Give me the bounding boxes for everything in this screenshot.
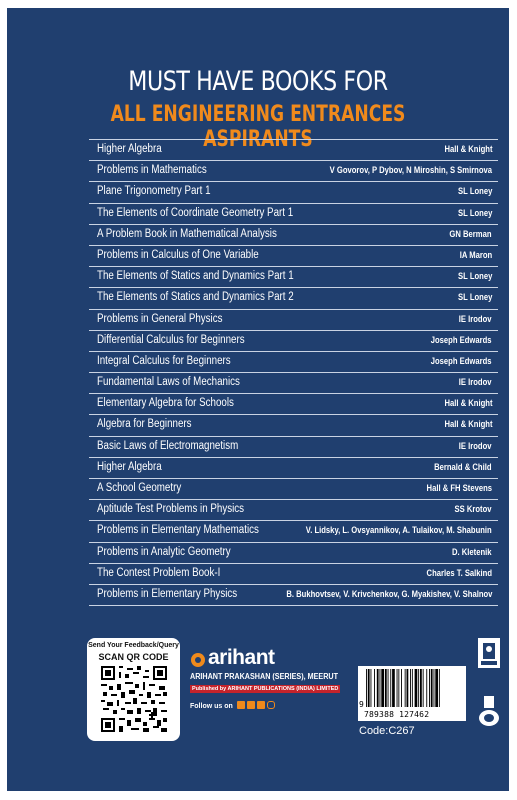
book-title: A School Geometry xyxy=(97,482,182,494)
book-author: Charles T. Salkind xyxy=(426,567,492,578)
qr-code-icon[interactable] xyxy=(101,666,167,732)
book-author: SL Loney xyxy=(457,271,492,282)
qr-feedback-box xyxy=(87,638,180,741)
book-author: V Govorov, P Dybov, N Miroshin, S Smirnova xyxy=(329,165,492,176)
book-row xyxy=(89,310,498,331)
isbn-digits: 789388 127462 xyxy=(364,710,430,719)
book-title: Algebra for Beginners xyxy=(97,418,192,431)
back-cover xyxy=(7,8,509,791)
book-row xyxy=(89,288,498,309)
publisher-tagline: Published by ARIHANT PUBLICATIONS (INDIA) LIMITED xyxy=(192,686,339,692)
youtube-icon[interactable] xyxy=(257,701,265,709)
book-row xyxy=(89,415,498,436)
book-title: Plane Trigonometry Part 1 xyxy=(97,185,211,198)
book-row xyxy=(89,161,498,182)
book-row xyxy=(89,500,498,521)
twitter-icon[interactable] xyxy=(247,701,255,709)
heading-line-2: ALL ENGINEERING ENTRANCES ASPIRANTS xyxy=(110,102,406,152)
book-title: Differential Calculus for Beginners xyxy=(97,333,245,346)
book-row xyxy=(89,479,498,500)
book-title: The Elements of Statics and Dynamics Part 2 xyxy=(97,291,294,304)
book-title: Problems in Calculus of One Variable xyxy=(97,248,259,261)
arihant-logo-icon xyxy=(190,652,206,668)
book-author: Hall & Knight xyxy=(443,398,492,409)
book-row xyxy=(89,458,498,479)
book-author: IE Irodov xyxy=(459,377,492,388)
book-author: Hall & Knight xyxy=(443,419,492,430)
book-row xyxy=(89,204,498,225)
isbn-first-digit: 9 xyxy=(359,700,364,709)
book-row xyxy=(89,225,498,246)
book-title: Problems in Elementary Mathematics xyxy=(97,524,259,537)
book-row xyxy=(89,437,498,458)
book-row xyxy=(89,543,498,564)
book-title: Integral Calculus for Beginners xyxy=(97,354,231,367)
facebook-icon[interactable] xyxy=(237,701,245,709)
instagram-icon[interactable] xyxy=(267,701,275,709)
book-author: SS Krotov xyxy=(455,504,492,515)
follow-label: Follow us on xyxy=(190,703,233,710)
book-author: SL Loney xyxy=(457,292,492,303)
book-author: IE Irodov xyxy=(459,440,492,451)
book-row xyxy=(89,373,498,394)
book-row xyxy=(89,585,498,606)
book-author: Joseph Edwards xyxy=(431,355,492,366)
book-title: Elementary Algebra for Schools xyxy=(97,397,234,410)
book-author: D. Kletenik xyxy=(452,546,492,557)
book-row xyxy=(89,521,498,542)
book-author: Hall & Knight xyxy=(443,144,492,154)
book-author: Hall & FH Stevens xyxy=(426,483,492,493)
barcode-icon xyxy=(358,666,466,712)
book-author: IA Maron xyxy=(459,249,492,260)
book-row xyxy=(89,182,498,203)
book-title: Fundamental Laws of Mechanics xyxy=(97,376,240,389)
book-title: A Problem Book in Mathematical Analysis xyxy=(97,227,277,240)
book-list xyxy=(89,139,498,606)
book-row xyxy=(89,267,498,288)
book-title: The Elements of Statics and Dynamics Part 1 xyxy=(97,270,294,283)
book-author: SL Loney xyxy=(457,207,492,218)
book-row xyxy=(89,394,498,415)
book-title: Problems in Mathematics xyxy=(97,164,207,177)
book-author: V. Lidsky, L. Ovsyannikov, A. Tulaikov, M. Shabunin xyxy=(306,525,492,536)
book-title: The Contest Problem Book-I xyxy=(97,566,221,579)
isbn-barcode xyxy=(358,666,466,721)
book-title: Problems in Elementary Physics xyxy=(97,587,238,600)
book-author: Joseph Edwards xyxy=(431,334,492,345)
book-title: Higher Algebra xyxy=(97,460,162,473)
book-author: IE Irodov xyxy=(459,313,492,324)
book-row xyxy=(89,246,498,267)
book-author: SL Loney xyxy=(457,186,492,197)
publisher-block xyxy=(190,644,350,744)
book-author: GN Berman xyxy=(449,228,492,239)
book-row xyxy=(89,352,498,373)
book-title: Basic Laws of Electromagnetism xyxy=(97,439,239,452)
book-row xyxy=(89,564,498,585)
book-title: The Elements of Coordinate Geometry Part 1 xyxy=(97,206,294,219)
book-author: B. Bukhovtsev, V. Krivchenkov, G. Myakishev, V. Shalnov xyxy=(285,588,492,599)
qr-instruction: SCAN QR CODE xyxy=(98,652,169,662)
qr-caption: Send Your Feedback/Query xyxy=(88,642,179,649)
book-row xyxy=(89,331,498,352)
book-title: Aptitude Test Problems in Physics xyxy=(97,503,245,516)
publisher-brand: arihant xyxy=(208,646,275,669)
book-title: Problems in General Physics xyxy=(97,312,223,325)
book-title: Problems in Analytic Geometry xyxy=(97,545,231,558)
publisher-name: ARIHANT PRAKASHAN (SERIES), MEERUT xyxy=(190,672,339,681)
book-author: Bernald & Child xyxy=(434,461,492,472)
certification-emblems-icon xyxy=(474,636,504,736)
follow-us xyxy=(190,701,275,710)
product-code: Code:C267 xyxy=(359,725,415,737)
heading-line-1: MUST HAVE BOOKS FOR xyxy=(128,66,388,97)
book-title: Higher Algebra xyxy=(97,143,162,155)
book-row xyxy=(89,140,498,161)
